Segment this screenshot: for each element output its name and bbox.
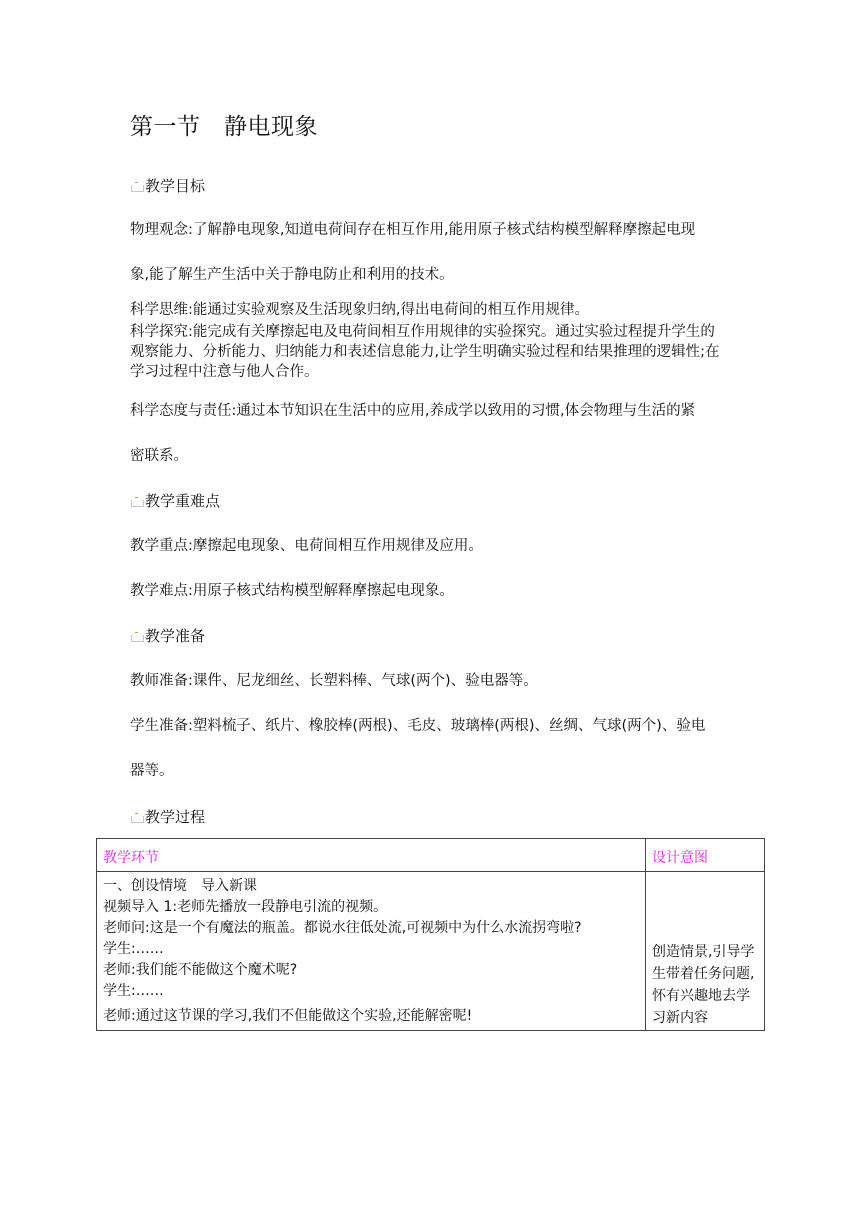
section-heading-prep-label: 教学准备 [145, 627, 206, 645]
table-row [97, 872, 765, 1031]
goal-attitude-line1: 科学态度与责任:通过本节知识在生活中的应用,养成学以致用的习惯,体会物理与生活的紧 [130, 403, 696, 419]
section-heading-process [130, 806, 205, 827]
stage-line: 老师:我们能不能做这个魔术呢? [103, 962, 298, 978]
section-heading-goals [130, 175, 205, 196]
key-difficulty: 教学难点:用原子核式结构模型解释摩擦起电现象。 [130, 583, 454, 599]
section-heading-process-label: 教学过程 [145, 808, 206, 826]
key-focus: 教学重点:摩擦起电现象、电荷间相互作用规律及应用。 [130, 538, 483, 554]
goal-thinking: 科学思维:能通过实验观察及生活现象归纳,得出电荷间的相互作用规律。 [130, 302, 589, 318]
stage-line: 老师:通过这节课的学习,我们不但能做这个实验,还能解密呢! [103, 1008, 473, 1024]
stage-line: 老师问:这是一个有魔法的瓶盖。都说水往低处流,可视频中为什么水流拐弯啦? [103, 920, 582, 936]
stage-line: 学生:…… [103, 983, 164, 999]
broken-image-icon [130, 629, 144, 643]
goal-inquiry: 科学探究:能完成有关摩擦起电及电荷间相互作用规律的实验探究。通过实验过程提升学生的观察能力、分析能力、归纳能力和表述信息能力,让学生明确实验过程和结果推理的逻辑性;在学习过程中注意与他人合作。 [130, 324, 720, 380]
stage-line: 学生:…… [103, 941, 164, 957]
header-stage: 教学环节 [97, 839, 646, 872]
prep-teacher: 教师准备:课件、尼龙细丝、长塑料棒、气球(两个)、验电器等。 [130, 673, 538, 689]
prep-student-line2: 器等。 [130, 763, 174, 779]
section-heading-key [130, 490, 220, 511]
goal-physics-line2: 象,能了解生产生活中关于静电防止和利用的技术。 [130, 267, 454, 283]
table-header-row [97, 839, 765, 872]
goal-physics-line1: 物理观念:了解静电现象,知道电荷间存在相互作用,能用原子核式结构模型解释摩擦起电现 [130, 222, 696, 238]
broken-image-icon [130, 494, 144, 508]
stage-line: 一、创设情境 导入新课 [103, 878, 257, 894]
process-table [96, 838, 765, 1031]
broken-image-icon [130, 179, 144, 193]
section-heading-prep [130, 625, 205, 646]
stage-cell [97, 872, 646, 1031]
section-heading-key-label: 教学重难点 [145, 492, 221, 510]
broken-image-icon [130, 810, 144, 824]
prep-student-line1: 学生准备:塑料梳子、纸片、橡胶棒(两根)、毛皮、玻璃棒(两根)、丝绸、气球(两个)、验电 [130, 718, 706, 734]
stage-line: 视频导入 1:老师先播放一段静电引流的视频。 [103, 899, 388, 915]
intent-cell: 创造情景,引导学生带着任务问题,怀有兴趣地去学习新内容 [646, 872, 765, 1031]
page-title: 第一节 静电现象 [130, 114, 318, 140]
header-intent: 设计意图 [646, 839, 765, 872]
goal-attitude-line2: 密联系。 [130, 448, 188, 464]
section-heading-goals-label: 教学目标 [145, 177, 206, 195]
